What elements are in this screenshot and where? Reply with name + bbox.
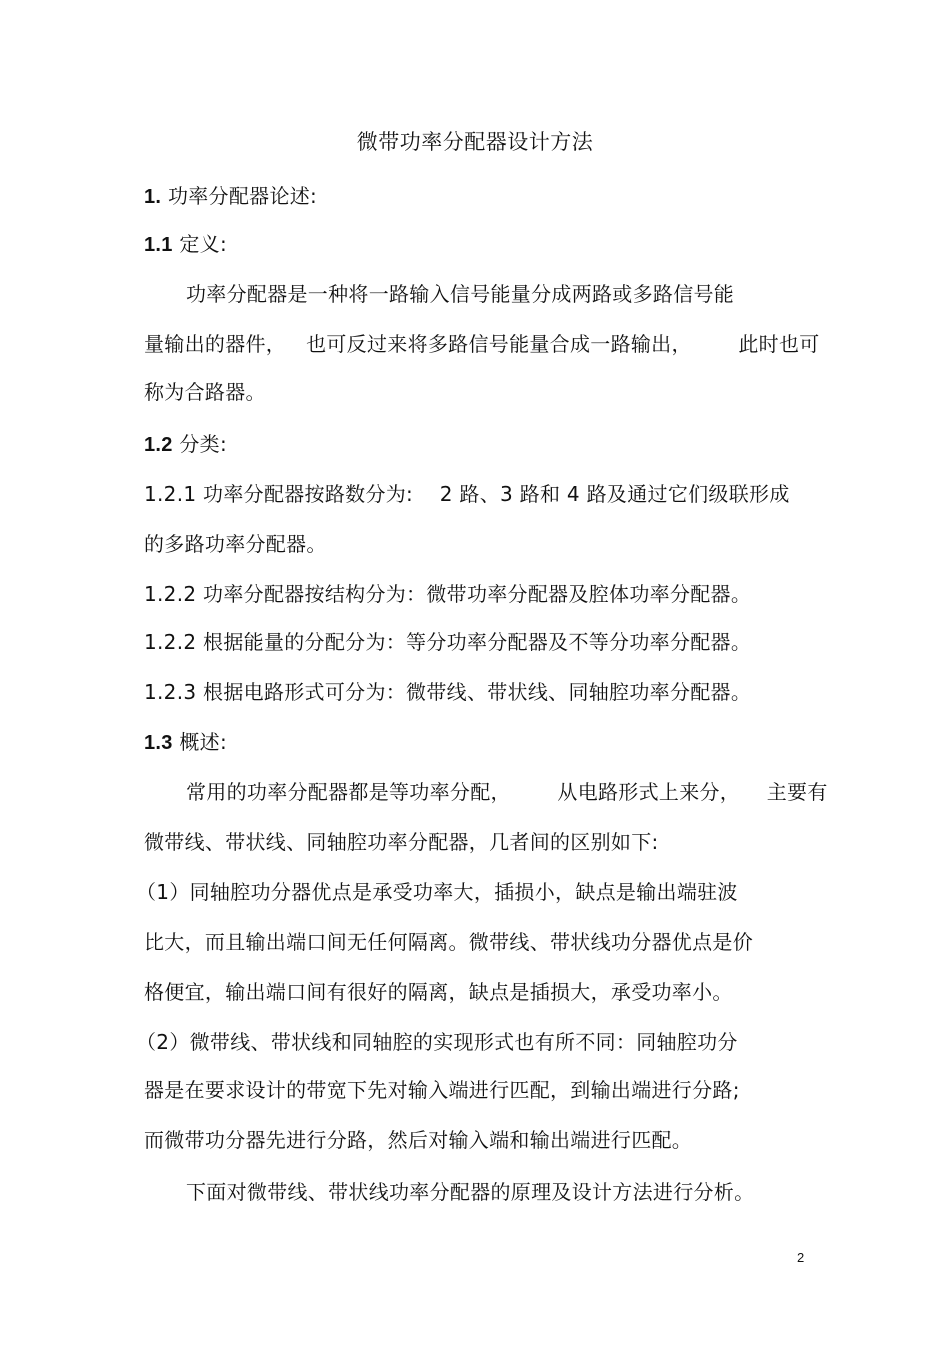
section-heading-1-3 — [144, 728, 227, 757]
section-heading-1 — [144, 182, 317, 211]
section-number: 1.2 — [144, 434, 173, 456]
final-paragraph: 下面对微带线、带状线功率分配器的原理及设计方法进行分析。 — [186, 1180, 755, 1204]
item-1-line-1: （1）同轴腔功分器优点是承受功率大，插损小，缺点是输出端驻波 — [136, 880, 738, 904]
section-text: 功率分配器论述: — [161, 184, 318, 208]
definition-line-3: 称为合路器。 — [144, 380, 266, 404]
definition-line-1: 功率分配器是一种将一路输入信号能量分成两路或多路信号能 — [186, 282, 735, 306]
overview-line-2: 微带线、带状线、同轴腔功率分配器，几者间的区别如下: — [144, 830, 659, 854]
section-text: 定义: — [172, 232, 227, 256]
section-number: 1. — [144, 186, 162, 208]
section-number: 1.1 — [144, 234, 173, 256]
item-2-line-2: 器是在要求设计的带宽下先对输入端进行匹配，到输出端进行分路; — [144, 1078, 740, 1102]
section-heading-1-2 — [144, 430, 227, 459]
item-2-line-1: （2）微带线、带状线和同轴腔的实现形式也有所不同：同轴腔功分 — [136, 1030, 738, 1054]
page-number: 2 — [797, 1250, 805, 1265]
definition-line-2: 量输出的器件， 也可反过来将多路信号能量合成一路输出， 此时也可 — [144, 332, 820, 356]
item-1-line-2: 比大，而且输出端口间无任何隔离。微带线、带状线功分器优点是价 — [144, 930, 753, 954]
classification-1-line-1: 1.2.1 功率分配器按路数分为: 2 路、3 路和 4 路及通过它们级联形成 — [144, 482, 790, 506]
overview-line-1: 常用的功率分配器都是等功率分配， 从电路形式上来分， 主要有 — [186, 780, 828, 804]
section-text: 概述: — [172, 730, 227, 754]
classification-1-line-2: 的多路功率分配器。 — [144, 532, 327, 556]
section-number: 1.3 — [144, 732, 173, 754]
classification-4: 1.2.3 根据电路形式可分为：微带线、带状线、同轴腔功率分配器。 — [144, 680, 752, 704]
classification-3: 1.2.2 根据能量的分配分为：等分功率分配器及不等分功率分配器。 — [144, 630, 752, 654]
item-1-line-3: 格便宜，输出端口间有很好的隔离，缺点是插损大，承受功率小。 — [144, 980, 733, 1004]
section-heading-1-1 — [144, 230, 227, 259]
item-2-line-3: 而微带功分器先进行分路，然后对输入端和输出端进行匹配。 — [144, 1128, 693, 1152]
page-title: 微带功率分配器设计方法 — [356, 130, 594, 154]
section-text: 分类: — [172, 432, 227, 456]
classification-2: 1.2.2 功率分配器按结构分为：微带功率分配器及腔体功率分配器。 — [144, 582, 752, 606]
